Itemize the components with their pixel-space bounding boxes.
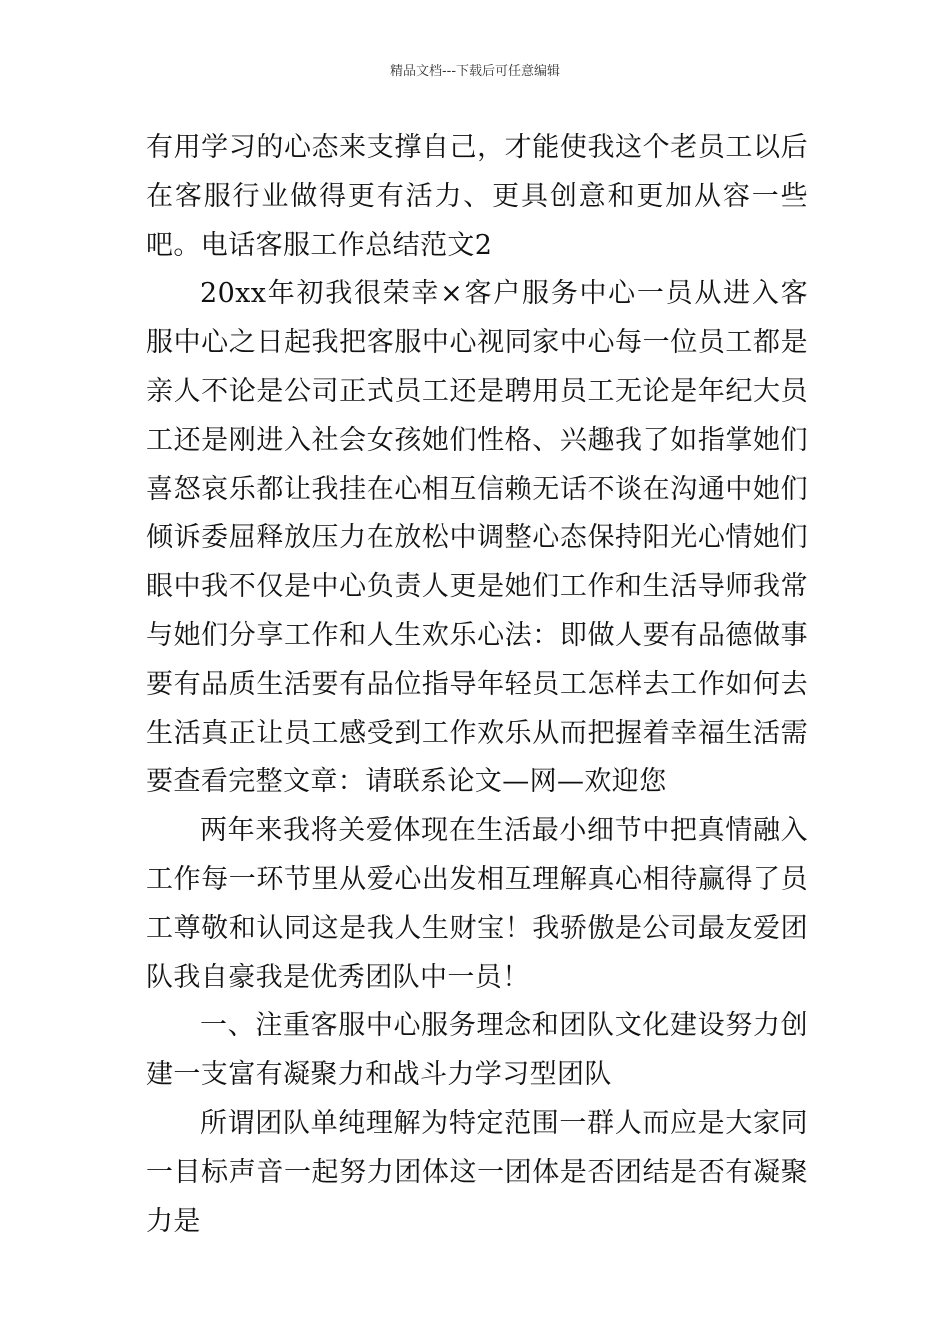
paragraph-1: 有用学习的心态来支撑自己，才能使我这个老员工以后在客服行业做得更有活力、更具创意和更加从容一些吧。电话客服工作总结范文2	[146, 132, 808, 261]
paragraph-2: 20xx年初我很荣幸×客户服务中心一员从进入客服中心之日起我把客服中心视同家中心每一位员工都是亲人不论是公司正式员工还是聘用员工无论是年纪大员工还是刚进入社会女孩她们性格、兴趣我了如指掌她们喜怒哀乐都让我挂在心相互信赖无话不谈在沟通中她们倾诉委屈释放压力在放松中调整心态保持阳光心情她们眼中我不仅是中心负责人更是她们工作和生活导师我常与她们分享工作和人生欢乐心法：即做人要有品德做事要有品质生活要有品位指导年轻员工怎样去工作如何去生活真正让员工感受到工作欢乐从而把握着幸福生活需要查看完整文章：请联系论文—网—欢迎您	[146, 278, 808, 798]
paragraph-5: 所谓团队单纯理解为特定范围一群人而应是大家同一目标声音一起努力团体这一团体是否团结是否有凝聚力是	[146, 1107, 808, 1237]
paragraph-3: 两年来我将关爱体现在生活最小细节中把真情融入工作每一环节里从爱心出发相互理解真心相待赢得了员工尊敬和认同这是我人生财宝！我骄傲是公司最友爱团队我自豪我是优秀团队中一员！	[146, 815, 808, 993]
document-body	[146, 124, 808, 1246]
page-header: 精品文档---下载后可任意编辑	[389, 64, 561, 79]
paragraph-4: 一、注重客服中心服务理念和团队文化建设努力创建一支富有凝聚力和战斗力学习型团队	[146, 1010, 808, 1091]
